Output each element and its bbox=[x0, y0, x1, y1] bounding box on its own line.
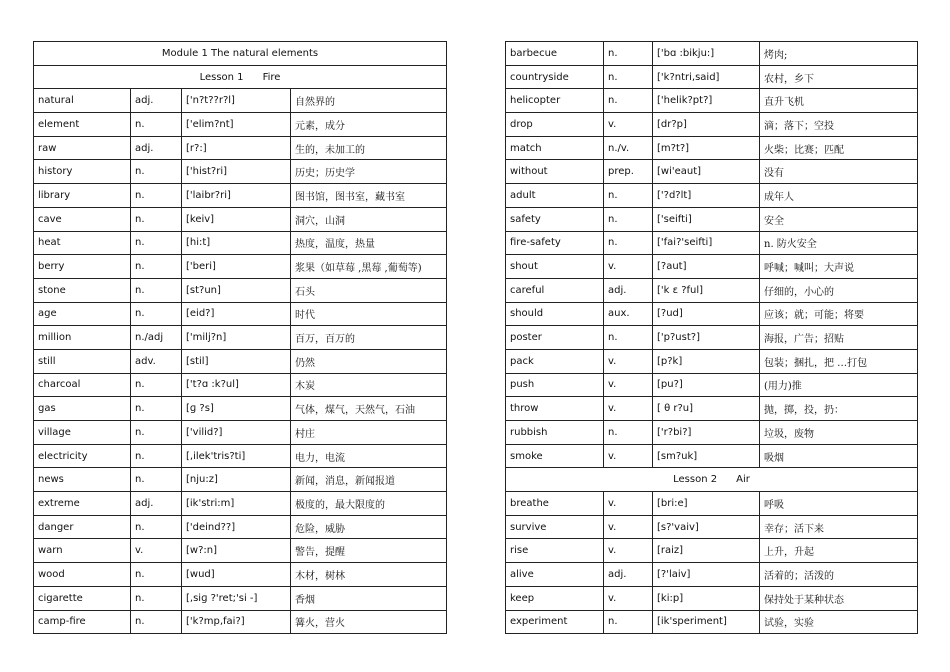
part-of-speech: n. bbox=[131, 373, 182, 397]
vocab-row bbox=[34, 349, 447, 373]
vocab-word: camp-fire bbox=[34, 610, 131, 634]
chinese-meaning: 农村，乡下 bbox=[760, 65, 918, 89]
module-title-row bbox=[34, 42, 447, 66]
chinese-meaning: 极度的，最大限度的 bbox=[291, 492, 447, 516]
vocab-row bbox=[34, 492, 447, 516]
part-of-speech: n. bbox=[604, 231, 653, 255]
vocab-row bbox=[34, 89, 447, 113]
vocab-word: rubbish bbox=[506, 421, 604, 445]
part-of-speech: v. bbox=[604, 444, 653, 468]
phonetic: ['k?mp,fai?] bbox=[182, 610, 291, 634]
vocab-word: natural bbox=[34, 89, 131, 113]
vocab-word: warn bbox=[34, 539, 131, 563]
vocab-word: charcoal bbox=[34, 373, 131, 397]
phonetic: [pu?] bbox=[653, 373, 760, 397]
part-of-speech: n./adj bbox=[131, 326, 182, 350]
vocab-row bbox=[506, 586, 918, 610]
part-of-speech: n. bbox=[604, 326, 653, 350]
chinese-meaning: 上升，升起 bbox=[760, 539, 918, 563]
phonetic: ['hist?ri] bbox=[182, 160, 291, 184]
vocab-word: fire-safety bbox=[506, 231, 604, 255]
chinese-meaning: 垃圾，废物 bbox=[760, 421, 918, 445]
vocab-word: stone bbox=[34, 278, 131, 302]
part-of-speech: adj. bbox=[131, 136, 182, 160]
vocab-row bbox=[34, 421, 447, 445]
phonetic: [keiv] bbox=[182, 207, 291, 231]
phonetic: ['deind??] bbox=[182, 515, 291, 539]
vocab-word: berry bbox=[34, 255, 131, 279]
lesson-title-row bbox=[506, 468, 918, 492]
vocab-word: keep bbox=[506, 586, 604, 610]
lesson-title: Lesson 2 Air bbox=[506, 468, 918, 492]
part-of-speech: adj. bbox=[131, 89, 182, 113]
chinese-meaning: 图书馆，图书室，藏书室 bbox=[291, 184, 447, 208]
vocab-row bbox=[34, 515, 447, 539]
part-of-speech: prep. bbox=[604, 160, 653, 184]
chinese-meaning: 滴；落下；空投 bbox=[760, 113, 918, 137]
chinese-meaning: 吸烟 bbox=[760, 444, 918, 468]
phonetic: [ θ r?u] bbox=[653, 397, 760, 421]
chinese-meaning: 元素，成分 bbox=[291, 113, 447, 137]
phonetic: ['p?ust?] bbox=[653, 326, 760, 350]
phonetic: [wi'eaut] bbox=[653, 160, 760, 184]
chinese-meaning: 洞穴，山洞 bbox=[291, 207, 447, 231]
chinese-meaning: 没有 bbox=[760, 160, 918, 184]
part-of-speech: n./v. bbox=[604, 136, 653, 160]
phonetic: [ki:p] bbox=[653, 586, 760, 610]
vocab-row bbox=[34, 255, 447, 279]
phonetic: [ik'stri:m] bbox=[182, 492, 291, 516]
phonetic: ['milj?n] bbox=[182, 326, 291, 350]
phonetic: ['elim?nt] bbox=[182, 113, 291, 137]
phonetic: [st?un] bbox=[182, 278, 291, 302]
chinese-meaning: 火柴；比赛；匹配 bbox=[760, 136, 918, 160]
phonetic: [p?k] bbox=[653, 349, 760, 373]
part-of-speech: n. bbox=[131, 278, 182, 302]
vocab-word: without bbox=[506, 160, 604, 184]
part-of-speech: v. bbox=[604, 492, 653, 516]
phonetic: [wud] bbox=[182, 563, 291, 587]
vocab-row bbox=[34, 184, 447, 208]
chinese-meaning: 呼吸 bbox=[760, 492, 918, 516]
phonetic: ['beri] bbox=[182, 255, 291, 279]
vocab-word: pack bbox=[506, 349, 604, 373]
module-title: Module 1 The natural elements bbox=[34, 42, 447, 66]
vocab-word: million bbox=[34, 326, 131, 350]
part-of-speech: v. bbox=[604, 373, 653, 397]
vocab-word: raw bbox=[34, 136, 131, 160]
vocab-word: wood bbox=[34, 563, 131, 587]
chinese-meaning: 仍然 bbox=[291, 349, 447, 373]
vocab-word: throw bbox=[506, 397, 604, 421]
phonetic: [s?'vaiv] bbox=[653, 515, 760, 539]
phonetic: [hi:t] bbox=[182, 231, 291, 255]
part-of-speech: v. bbox=[604, 349, 653, 373]
part-of-speech: n. bbox=[131, 610, 182, 634]
chinese-meaning: 呼喊；喊叫；大声说 bbox=[760, 255, 918, 279]
vocab-row bbox=[506, 349, 918, 373]
vocab-word: rise bbox=[506, 539, 604, 563]
vocab-row bbox=[506, 492, 918, 516]
vocab-word: experiment bbox=[506, 610, 604, 634]
part-of-speech: adv. bbox=[131, 349, 182, 373]
vocab-row bbox=[506, 65, 918, 89]
phonetic: [?aut] bbox=[653, 255, 760, 279]
phonetic: [,ilek'tris?ti] bbox=[182, 444, 291, 468]
phonetic: ['fai?'seifti] bbox=[653, 231, 760, 255]
chinese-meaning: 直升飞机 bbox=[760, 89, 918, 113]
vocab-row bbox=[34, 160, 447, 184]
vocab-word: gas bbox=[34, 397, 131, 421]
vocab-row bbox=[34, 586, 447, 610]
part-of-speech: adj. bbox=[604, 563, 653, 587]
vocab-word: match bbox=[506, 136, 604, 160]
phonetic: ['?d?lt] bbox=[653, 184, 760, 208]
vocab-row bbox=[34, 468, 447, 492]
part-of-speech: n. bbox=[131, 113, 182, 137]
part-of-speech: v. bbox=[604, 515, 653, 539]
part-of-speech: n. bbox=[131, 444, 182, 468]
part-of-speech: n. bbox=[604, 207, 653, 231]
phonetic: ['k ɛ ?ful] bbox=[653, 278, 760, 302]
vocab-word: alive bbox=[506, 563, 604, 587]
chinese-meaning: 香烟 bbox=[291, 586, 447, 610]
phonetic: ['n?t??r?l] bbox=[182, 89, 291, 113]
phonetic: ['laibr?ri] bbox=[182, 184, 291, 208]
vocab-word: helicopter bbox=[506, 89, 604, 113]
part-of-speech: n. bbox=[604, 610, 653, 634]
phonetic: ['r?bi?] bbox=[653, 421, 760, 445]
vocab-word: shout bbox=[506, 255, 604, 279]
part-of-speech: adj. bbox=[131, 492, 182, 516]
vocab-word: still bbox=[34, 349, 131, 373]
part-of-speech: v. bbox=[604, 539, 653, 563]
vocab-word: should bbox=[506, 302, 604, 326]
vocab-row bbox=[34, 373, 447, 397]
chinese-meaning: 电力，电流 bbox=[291, 444, 447, 468]
vocab-word: countryside bbox=[506, 65, 604, 89]
vocab-word: danger bbox=[34, 515, 131, 539]
chinese-meaning: 百万，百万的 bbox=[291, 326, 447, 350]
part-of-speech: aux. bbox=[604, 302, 653, 326]
vocab-row bbox=[506, 89, 918, 113]
vocab-row bbox=[506, 255, 918, 279]
vocab-word: breathe bbox=[506, 492, 604, 516]
vocab-row bbox=[34, 563, 447, 587]
phonetic: ['t?ɑ :k?ul] bbox=[182, 373, 291, 397]
vocab-row bbox=[506, 397, 918, 421]
chinese-meaning: 木炭 bbox=[291, 373, 447, 397]
chinese-meaning: 历史；历史学 bbox=[291, 160, 447, 184]
vocab-row bbox=[506, 515, 918, 539]
vocab-word: smoke bbox=[506, 444, 604, 468]
chinese-meaning: 木材，树林 bbox=[291, 563, 447, 587]
chinese-meaning: 安全 bbox=[760, 207, 918, 231]
vocab-row bbox=[34, 397, 447, 421]
chinese-meaning: 时代 bbox=[291, 302, 447, 326]
part-of-speech: n. bbox=[604, 421, 653, 445]
chinese-meaning: n. 防火安全 bbox=[760, 231, 918, 255]
vocab-row bbox=[506, 42, 918, 66]
vocab-row bbox=[506, 184, 918, 208]
chinese-meaning: 烤肉; bbox=[760, 42, 918, 66]
chinese-meaning: 应该；就；可能；将要 bbox=[760, 302, 918, 326]
vocab-row bbox=[506, 160, 918, 184]
phonetic: [raiz] bbox=[653, 539, 760, 563]
part-of-speech: n. bbox=[131, 255, 182, 279]
part-of-speech: adj. bbox=[604, 278, 653, 302]
chinese-meaning: 警告，提醒 bbox=[291, 539, 447, 563]
vocab-row bbox=[34, 136, 447, 160]
vocab-word: news bbox=[34, 468, 131, 492]
part-of-speech: n. bbox=[131, 231, 182, 255]
chinese-meaning: 气体，煤气，天然气，石油 bbox=[291, 397, 447, 421]
vocab-row bbox=[34, 444, 447, 468]
lesson-title: Lesson 1 Fire bbox=[34, 65, 447, 89]
vocab-word: electricity bbox=[34, 444, 131, 468]
chinese-meaning: 浆果（如草莓 ,黑莓 ,葡萄等) bbox=[291, 255, 447, 279]
vocab-word: poster bbox=[506, 326, 604, 350]
chinese-meaning: 自然界的 bbox=[291, 89, 447, 113]
part-of-speech: n. bbox=[604, 184, 653, 208]
chinese-meaning: 幸存；活下来 bbox=[760, 515, 918, 539]
vocab-word: cave bbox=[34, 207, 131, 231]
part-of-speech: n. bbox=[131, 160, 182, 184]
phonetic: [dr?p] bbox=[653, 113, 760, 137]
phonetic: [?'laiv] bbox=[653, 563, 760, 587]
phonetic: [eid?] bbox=[182, 302, 291, 326]
part-of-speech: n. bbox=[131, 397, 182, 421]
vocab-word: safety bbox=[506, 207, 604, 231]
vocab-word: survive bbox=[506, 515, 604, 539]
vocab-word: element bbox=[34, 113, 131, 137]
vocab-word: careful bbox=[506, 278, 604, 302]
chinese-meaning: 新闻，消息，新闻报道 bbox=[291, 468, 447, 492]
part-of-speech: n. bbox=[604, 65, 653, 89]
vocab-word: extreme bbox=[34, 492, 131, 516]
vocab-word: barbecue bbox=[506, 42, 604, 66]
vocab-word: push bbox=[506, 373, 604, 397]
phonetic: ['k?ntri,said] bbox=[653, 65, 760, 89]
phonetic: [ik'speriment] bbox=[653, 610, 760, 634]
phonetic: ['vilid?] bbox=[182, 421, 291, 445]
part-of-speech: n. bbox=[131, 586, 182, 610]
vocab-word: library bbox=[34, 184, 131, 208]
vocab-row bbox=[34, 610, 447, 634]
part-of-speech: v. bbox=[604, 255, 653, 279]
vocab-row bbox=[506, 326, 918, 350]
part-of-speech: n. bbox=[131, 184, 182, 208]
vocab-row bbox=[506, 421, 918, 445]
vocab-word: village bbox=[34, 421, 131, 445]
part-of-speech: v. bbox=[604, 113, 653, 137]
phonetic: [m?t?] bbox=[653, 136, 760, 160]
part-of-speech: n. bbox=[131, 468, 182, 492]
chinese-meaning: 石头 bbox=[291, 278, 447, 302]
chinese-meaning: 包装；捆扎，把 …打包 bbox=[760, 349, 918, 373]
vocab-row bbox=[506, 207, 918, 231]
chinese-meaning: 生的，未加工的 bbox=[291, 136, 447, 160]
vocab-row bbox=[506, 539, 918, 563]
phonetic: [w?:n] bbox=[182, 539, 291, 563]
chinese-meaning: 试验，实验 bbox=[760, 610, 918, 634]
vocab-word: age bbox=[34, 302, 131, 326]
phonetic: [nju:z] bbox=[182, 468, 291, 492]
vocab-row bbox=[506, 136, 918, 160]
part-of-speech: n. bbox=[131, 421, 182, 445]
phonetic: [sm?uk] bbox=[653, 444, 760, 468]
chinese-meaning: 抛，掷，投，扔： bbox=[760, 397, 918, 421]
part-of-speech: n. bbox=[131, 563, 182, 587]
vocab-row bbox=[34, 207, 447, 231]
vocab-word: drop bbox=[506, 113, 604, 137]
vocab-row bbox=[506, 231, 918, 255]
phonetic: ['helik?pt?] bbox=[653, 89, 760, 113]
vocab-row bbox=[506, 302, 918, 326]
vocab-table-left bbox=[33, 41, 447, 634]
vocab-table-right bbox=[505, 41, 918, 634]
lesson-title-row bbox=[34, 65, 447, 89]
chinese-meaning: 危险，威胁 bbox=[291, 515, 447, 539]
phonetic: [ɡ ?s] bbox=[182, 397, 291, 421]
vocab-row bbox=[34, 302, 447, 326]
vocab-row bbox=[34, 539, 447, 563]
phonetic: ['bɑ :bikju:] bbox=[653, 42, 760, 66]
vocab-row bbox=[34, 326, 447, 350]
vocab-row bbox=[506, 113, 918, 137]
vocab-word: history bbox=[34, 160, 131, 184]
phonetic: [bri:e] bbox=[653, 492, 760, 516]
vocab-row bbox=[506, 373, 918, 397]
chinese-meaning: 保持处于某种状态 bbox=[760, 586, 918, 610]
phonetic: ['seifti] bbox=[653, 207, 760, 231]
vocab-row bbox=[506, 563, 918, 587]
vocab-word: heat bbox=[34, 231, 131, 255]
chinese-meaning: 村庄 bbox=[291, 421, 447, 445]
vocab-row bbox=[34, 278, 447, 302]
chinese-meaning: 仔细的，小心的 bbox=[760, 278, 918, 302]
part-of-speech: n. bbox=[131, 515, 182, 539]
part-of-speech: n. bbox=[131, 302, 182, 326]
part-of-speech: v. bbox=[604, 397, 653, 421]
part-of-speech: v. bbox=[131, 539, 182, 563]
vocab-row bbox=[506, 610, 918, 634]
phonetic: [r?:] bbox=[182, 136, 291, 160]
phonetic: [stil] bbox=[182, 349, 291, 373]
chinese-meaning: 海报，广告；招贴 bbox=[760, 326, 918, 350]
vocab-row bbox=[34, 231, 447, 255]
part-of-speech: n. bbox=[131, 207, 182, 231]
vocab-row bbox=[34, 113, 447, 137]
chinese-meaning: 热度，温度，热量 bbox=[291, 231, 447, 255]
phonetic: [,siɡ ?'ret;'si -] bbox=[182, 586, 291, 610]
chinese-meaning: 篝火，营火 bbox=[291, 610, 447, 634]
vocab-word: adult bbox=[506, 184, 604, 208]
vocab-row bbox=[506, 444, 918, 468]
part-of-speech: n. bbox=[604, 42, 653, 66]
part-of-speech: n. bbox=[604, 89, 653, 113]
chinese-meaning: (用力)推 bbox=[760, 373, 918, 397]
part-of-speech: v. bbox=[604, 586, 653, 610]
vocab-word: cigarette bbox=[34, 586, 131, 610]
chinese-meaning: 成年人 bbox=[760, 184, 918, 208]
vocab-row bbox=[506, 278, 918, 302]
phonetic: [?ud] bbox=[653, 302, 760, 326]
chinese-meaning: 活着的；活泼的 bbox=[760, 563, 918, 587]
